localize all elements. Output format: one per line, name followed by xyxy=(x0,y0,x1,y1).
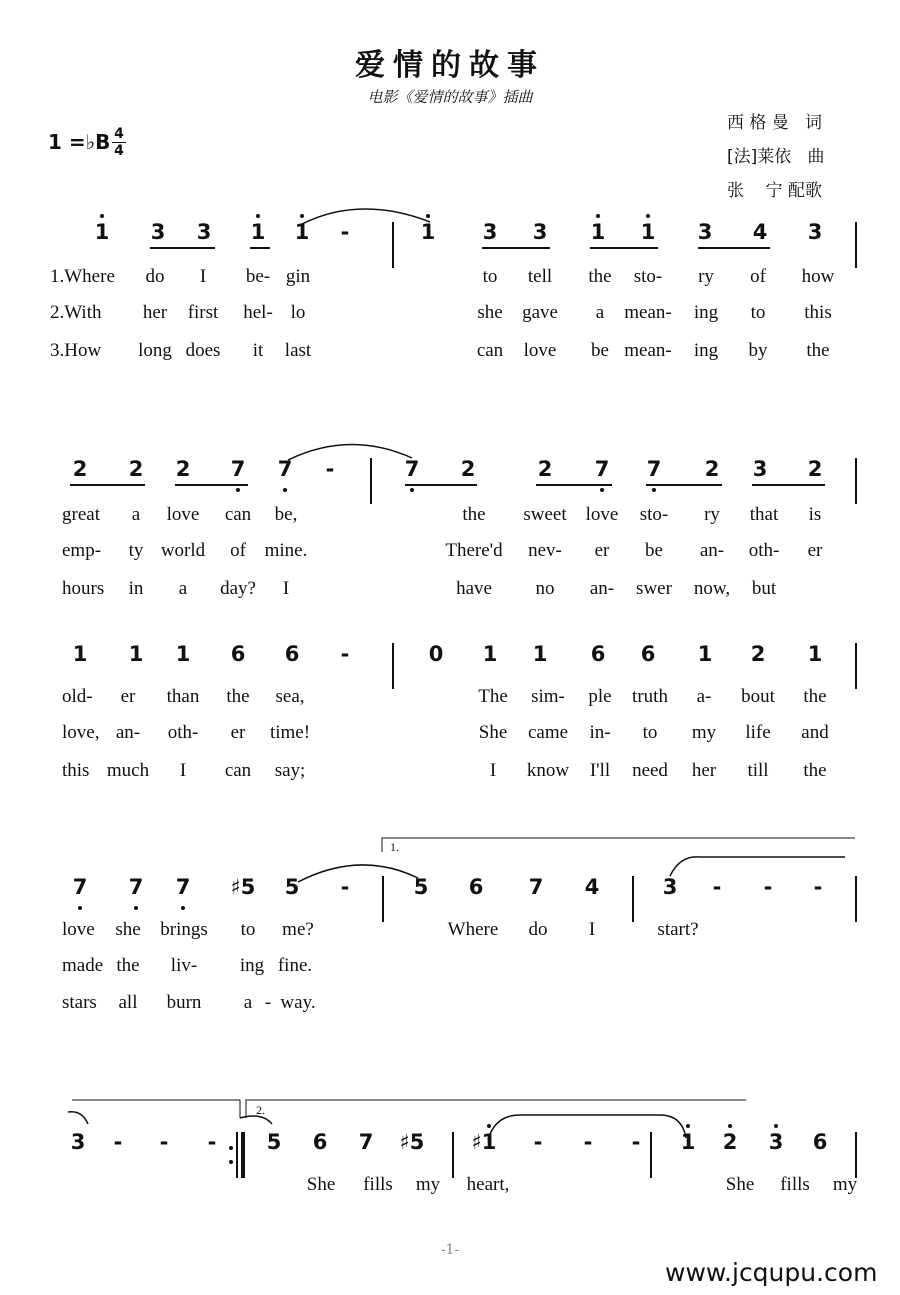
lyric-syllable: an- xyxy=(699,540,725,561)
jianpu-note: - xyxy=(325,457,335,481)
jianpu-note: 7 xyxy=(646,457,662,481)
lyric-syllable: sweet xyxy=(523,504,567,525)
lyric-syllable: The xyxy=(478,686,508,707)
lyric-syllable: hel- xyxy=(243,302,273,323)
lyric-syllable: sto- xyxy=(639,504,669,525)
lyric-syllable: the xyxy=(588,266,612,287)
lyric-syllable: to xyxy=(482,266,498,287)
lyric-syllable: in- xyxy=(589,722,611,743)
jianpu-note: 3 xyxy=(807,220,823,244)
lyric-syllable: a xyxy=(178,578,188,599)
lyric-syllable: this xyxy=(62,760,90,781)
lyric-syllable: mean- xyxy=(624,302,672,323)
jianpu-note: 6 xyxy=(284,642,300,666)
jianpu-note: 1 xyxy=(697,642,713,666)
lyric-syllable: a xyxy=(131,504,141,525)
lyric-syllable: - xyxy=(264,992,272,1013)
lyric-syllable: my xyxy=(691,722,717,743)
jianpu-note: 7 xyxy=(277,457,293,481)
lyric-syllable: now, xyxy=(693,578,731,599)
lyric-syllable: all xyxy=(118,992,138,1013)
lyric-syllable: much xyxy=(106,760,150,781)
jianpu-note: - xyxy=(113,1130,123,1154)
lyric-syllable: emp- xyxy=(62,540,102,561)
jianpu-note: 6 xyxy=(468,875,484,899)
lyric-syllable: need xyxy=(632,760,668,781)
lyric-syllable: oth- xyxy=(167,722,199,743)
lyric-syllable: is xyxy=(808,504,822,525)
lyric-syllable: an- xyxy=(589,578,615,599)
jianpu-note: 4 xyxy=(584,875,600,899)
lyric-syllable: bout xyxy=(741,686,775,707)
jianpu-note: 1 xyxy=(94,220,110,244)
lyric-syllable: er xyxy=(120,686,136,707)
arranger-credit: 张 宁 配歌 xyxy=(727,181,823,201)
slur-row4a xyxy=(298,865,418,882)
lyric-syllable: my xyxy=(832,1174,858,1195)
lyric-syllable: be xyxy=(645,540,663,561)
lyric-syllable: day? xyxy=(220,578,256,599)
lyric-syllable: time! xyxy=(269,722,311,743)
page-number: -1- xyxy=(440,1242,460,1258)
lyric-syllable: last xyxy=(284,340,312,361)
lyric-syllable: ry xyxy=(704,504,720,525)
jianpu-note: 4 xyxy=(752,220,768,244)
jianpu-note: 2 xyxy=(750,642,766,666)
lyric-syllable: gave xyxy=(522,302,558,323)
lyric-syllable: love, xyxy=(62,722,100,743)
lyric-syllable: it xyxy=(252,340,264,361)
lyric-syllable: the xyxy=(226,686,250,707)
jianpu-note: 7 xyxy=(594,457,610,481)
jianpu-note: 6 xyxy=(640,642,656,666)
jianpu-note: 1 xyxy=(590,220,606,244)
lyric-syllable: er xyxy=(594,540,610,561)
lyric-syllable: long xyxy=(138,340,172,361)
jianpu-note: 1 xyxy=(680,1130,696,1154)
lyric-syllable: to xyxy=(240,919,256,940)
lyric-syllable: truth xyxy=(632,686,668,707)
lyric-syllable: oth- xyxy=(748,540,780,561)
jianpu-note: 3 xyxy=(752,457,768,481)
lyric-syllable: love xyxy=(585,504,619,525)
lyric-syllable: er xyxy=(807,540,823,561)
lyric-syllable: but xyxy=(751,578,777,599)
jianpu-note: 5 xyxy=(413,875,429,899)
jianpu-note: - xyxy=(631,1130,641,1154)
lyric-syllable: ty xyxy=(128,540,144,561)
lyric-syllable: I xyxy=(199,266,207,287)
lyric-syllable: she xyxy=(477,302,503,323)
lyric-syllable: 1.Where xyxy=(50,266,115,287)
lyric-syllable: me? xyxy=(282,919,314,940)
lyric-syllable: swer xyxy=(636,578,672,599)
lyric-syllable: my xyxy=(415,1174,441,1195)
jianpu-note: - xyxy=(340,642,350,666)
jianpu-note: - xyxy=(583,1130,593,1154)
jianpu-note: 6 xyxy=(590,642,606,666)
jianpu-note: 5 xyxy=(266,1130,282,1154)
jianpu-note: - xyxy=(340,220,350,244)
jianpu-note: 3 xyxy=(532,220,548,244)
lyric-syllable: I xyxy=(282,578,290,599)
lyric-syllable: She xyxy=(725,1174,755,1195)
jianpu-note: 1 xyxy=(250,220,266,244)
lyric-syllable: be- xyxy=(245,266,271,287)
lyric-syllable: She xyxy=(478,722,508,743)
jianpu-note: - xyxy=(207,1130,217,1154)
jianpu-note: - xyxy=(159,1130,169,1154)
jianpu-note: - xyxy=(763,875,773,899)
lyric-syllable: do xyxy=(528,919,548,940)
slur-row5c xyxy=(488,1115,686,1140)
lyric-syllable: to xyxy=(642,722,658,743)
lyric-syllable: a- xyxy=(696,686,712,707)
volta-2-bracket xyxy=(246,1100,746,1118)
jianpu-note: 2 xyxy=(704,457,720,481)
lyric-syllable: be xyxy=(591,340,609,361)
lyric-syllable: made xyxy=(62,955,104,976)
lyric-syllable: she xyxy=(115,919,141,940)
jianpu-note: 1 xyxy=(72,642,88,666)
lyric-syllable: love xyxy=(523,340,557,361)
lyricist-credit: 西 格 曼 词 xyxy=(727,113,823,133)
jianpu-note: 2 xyxy=(722,1130,738,1154)
volta-2-label: 2. xyxy=(256,1103,265,1117)
slur-row5a xyxy=(68,1112,88,1124)
lyric-syllable: how xyxy=(801,266,835,287)
lyric-syllable: old- xyxy=(62,686,93,707)
jianpu-note: 2 xyxy=(72,457,88,481)
jianpu-note: 6 xyxy=(812,1130,828,1154)
jianpu-note: 0 xyxy=(428,642,444,666)
jianpu-note: 7 xyxy=(72,875,88,899)
lyric-syllable: Where xyxy=(447,919,499,940)
lyric-syllable: do xyxy=(145,266,165,287)
lyric-syllable: a xyxy=(243,992,253,1013)
lyric-syllable: be, xyxy=(274,504,298,525)
lyric-syllable: sim- xyxy=(531,686,565,707)
lyric-syllable: stars xyxy=(62,992,97,1013)
lyric-syllable: first xyxy=(187,302,219,323)
jianpu-note: - xyxy=(712,875,722,899)
lyric-syllable: this xyxy=(804,302,832,323)
lyric-syllable: There'd xyxy=(445,540,503,561)
lyric-syllable: that xyxy=(749,504,779,525)
lyric-syllable: er xyxy=(230,722,246,743)
lyric-syllable: nev- xyxy=(528,540,562,561)
lyric-syllable: of xyxy=(230,540,246,561)
lyric-syllable: fills xyxy=(780,1174,810,1195)
lyric-syllable: her xyxy=(142,302,168,323)
lyric-syllable: in xyxy=(128,578,144,599)
lyric-syllable: her xyxy=(691,760,717,781)
lyric-syllable: gin xyxy=(285,266,311,287)
lyric-syllable: till xyxy=(747,760,769,781)
jianpu-note: ♯5 xyxy=(399,1130,425,1154)
lyric-syllable: have xyxy=(456,578,492,599)
lyric-syllable: came xyxy=(527,722,569,743)
lyric-syllable: life xyxy=(745,722,771,743)
jianpu-note: 3 xyxy=(662,875,678,899)
lyric-syllable: fills xyxy=(363,1174,393,1195)
jianpu-note: 7 xyxy=(230,457,246,481)
slur-row1 xyxy=(302,209,430,224)
time-signature-top: 4 xyxy=(114,126,124,142)
lyric-syllable: tell xyxy=(527,266,553,287)
lyric-syllable: by xyxy=(748,340,768,361)
lyric-syllable: a xyxy=(595,302,605,323)
slur-row2 xyxy=(288,444,412,460)
lyric-syllable: love xyxy=(62,919,95,940)
lyric-syllable: ple xyxy=(588,686,612,707)
lyric-syllable: an- xyxy=(115,722,141,743)
lyric-syllable: the xyxy=(803,686,827,707)
jianpu-note: ♯1 xyxy=(471,1130,497,1154)
lyric-syllable: ry xyxy=(698,266,714,287)
lyric-syllable: heart, xyxy=(466,1174,510,1195)
jianpu-note: 2 xyxy=(128,457,144,481)
jianpu-note: 1 xyxy=(128,642,144,666)
lyric-syllable: does xyxy=(185,340,221,361)
volta-1-label: 1. xyxy=(390,840,399,854)
lyric-syllable: ing xyxy=(239,955,265,976)
key-signature: 1 =♭B xyxy=(48,130,111,154)
lyric-syllable: sea, xyxy=(275,686,305,707)
jianpu-note: 1 xyxy=(482,642,498,666)
lyric-syllable: mine. xyxy=(264,540,308,561)
jianpu-note: 7 xyxy=(528,875,544,899)
jianpu-note: 2 xyxy=(537,457,553,481)
lyric-syllable: mean- xyxy=(624,340,672,361)
jianpu-note: 3 xyxy=(768,1130,784,1154)
lyric-syllable: say; xyxy=(274,760,306,781)
jianpu-note: 5 xyxy=(284,875,300,899)
jianpu-note: 1 xyxy=(807,642,823,666)
lyric-syllable: way. xyxy=(280,992,316,1013)
lyric-syllable: She xyxy=(306,1174,336,1195)
jianpu-note: 3 xyxy=(70,1130,86,1154)
jianpu-note: 6 xyxy=(230,642,246,666)
lyric-syllable: great xyxy=(62,504,100,525)
jianpu-note: 7 xyxy=(175,875,191,899)
jianpu-note: 1 xyxy=(420,220,436,244)
lyric-syllable: I xyxy=(588,919,596,940)
jianpu-note: 1 xyxy=(532,642,548,666)
lyric-syllable: the xyxy=(462,504,486,525)
lyric-syllable: brings xyxy=(160,919,208,940)
composer-credit: [法]莱依 曲 xyxy=(727,147,825,167)
lyric-syllable: can xyxy=(224,760,252,781)
lyric-syllable: I xyxy=(489,760,497,781)
lyric-syllable: lo xyxy=(290,302,306,323)
website-watermark: www.jcqupu.com xyxy=(665,1258,878,1287)
song-subtitle: 电影《爱情的故事》插曲 xyxy=(367,88,533,106)
jianpu-note: - xyxy=(340,875,350,899)
lyric-syllable: can xyxy=(476,340,504,361)
jianpu-note: 1 xyxy=(640,220,656,244)
jianpu-note: 7 xyxy=(128,875,144,899)
jianpu-note: 3 xyxy=(196,220,212,244)
lyric-syllable: to xyxy=(750,302,766,323)
lyric-syllable: start? xyxy=(657,919,699,940)
lyric-syllable: burn xyxy=(166,992,202,1013)
time-signature-bottom: 4 xyxy=(114,143,124,159)
lyric-syllable: can xyxy=(224,504,252,525)
lyric-syllable: of xyxy=(750,266,766,287)
jianpu-note: - xyxy=(533,1130,543,1154)
volta-1-start-bracket xyxy=(72,1100,240,1118)
jianpu-note: 1 xyxy=(294,220,310,244)
jianpu-note: 3 xyxy=(697,220,713,244)
jianpu-note: 3 xyxy=(482,220,498,244)
lyric-syllable: and xyxy=(801,722,829,743)
lyric-syllable: the xyxy=(116,955,140,976)
lyric-syllable: the xyxy=(803,760,827,781)
jianpu-note: 2 xyxy=(807,457,823,481)
jianpu-note: 1 xyxy=(175,642,191,666)
lyric-syllable: the xyxy=(806,340,830,361)
jianpu-note: 7 xyxy=(358,1130,374,1154)
volta-1-bracket xyxy=(382,838,855,852)
jianpu-note: 2 xyxy=(460,457,476,481)
song-title: 爱情的故事 xyxy=(355,48,545,83)
lyric-syllable: world xyxy=(160,540,206,561)
slur-row4b xyxy=(670,857,845,876)
lyric-syllable: than xyxy=(166,686,200,707)
lyric-syllable: no xyxy=(535,578,555,599)
jianpu-note: 2 xyxy=(175,457,191,481)
jianpu-note: 7 xyxy=(404,457,420,481)
lyric-syllable: liv- xyxy=(170,955,198,976)
jianpu-note: 3 xyxy=(150,220,166,244)
lyric-syllable: ing xyxy=(693,340,719,361)
lyric-syllable: I xyxy=(179,760,187,781)
lyric-syllable: 2.With xyxy=(50,302,102,323)
lyric-syllable: I'll xyxy=(589,760,611,781)
lyric-syllable: love xyxy=(166,504,200,525)
lyric-syllable: hours xyxy=(62,578,105,599)
jianpu-note: ♯5 xyxy=(230,875,256,899)
lyric-syllable: know xyxy=(526,760,570,781)
lyric-syllable: ing xyxy=(693,302,719,323)
jianpu-note: - xyxy=(813,875,823,899)
lyric-syllable: 3.How xyxy=(50,340,102,361)
lyric-syllable: sto- xyxy=(633,266,663,287)
lyric-syllable: fine. xyxy=(277,955,313,976)
jianpu-note: 6 xyxy=(312,1130,328,1154)
